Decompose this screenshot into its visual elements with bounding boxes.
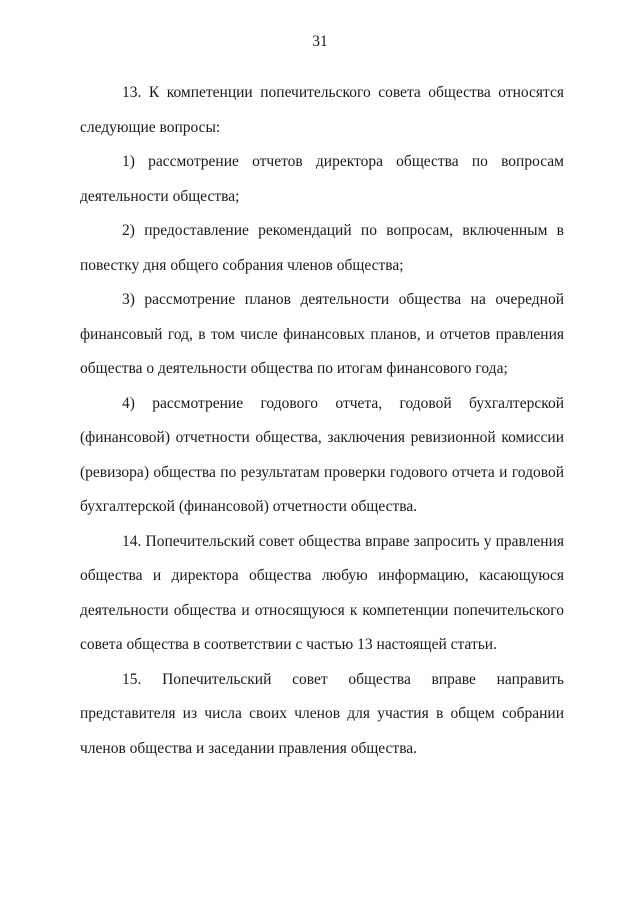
- paragraph-line: повестку дня общего собрания членов общества;: [80, 256, 404, 274]
- paragraph-line: представителя из числа своих членов для участия в общем собрании: [80, 705, 564, 722]
- paragraph-line: членов общества и заседании правления общества.: [80, 739, 418, 757]
- paragraph-line: общества и директора общества любую информацию, касающуюся: [80, 567, 564, 584]
- paragraph-line: 13. К компетенции попечительского совета общества относятся: [122, 84, 564, 101]
- paragraph-line: 4) рассмотрение годового отчета, годовой бухгалтерской: [122, 394, 564, 412]
- paragraph-line: 1) рассмотрение отчетов директора общества по вопросам: [122, 153, 564, 170]
- paragraph-line: 15. Попечительский совет общества вправе направить: [122, 670, 564, 688]
- paragraph-line: следующие вопросы:: [80, 118, 221, 136]
- paragraph-line: 3) рассмотрение планов деятельности общества на очередной: [122, 291, 564, 308]
- paragraph-line: финансовый год, в том числе финансовых планов, и отчетов правления: [80, 325, 564, 343]
- paragraph-line: деятельности общества;: [80, 187, 240, 205]
- document-body: [80, 76, 564, 766]
- paragraph-line: совета общества в соответствии с частью 13 настоящей статьи.: [80, 636, 497, 653]
- page-number: 31: [312, 33, 328, 50]
- paragraph-13: [80, 76, 564, 145]
- paragraph-14: [80, 525, 564, 663]
- paragraph-13-item-2: [80, 214, 564, 283]
- paragraph-15: [80, 663, 564, 767]
- paragraph-13-item-3: [80, 283, 564, 387]
- paragraph-line: деятельности общества и относящуюся к компетенции попечительского: [80, 601, 564, 619]
- paragraph-13-item-1: [80, 145, 564, 214]
- paragraph-line: (ревизора) общества по результатам проверки годового отчета и годовой: [80, 463, 564, 481]
- paragraph-line: (финансовой) отчетности общества, заключения ревизионной комиссии: [80, 429, 564, 446]
- paragraph-line: бухгалтерской (финансовой) отчетности общества.: [80, 498, 418, 515]
- paragraph-line: 14. Попечительский совет общества вправе запросить у правления: [122, 532, 564, 550]
- paragraph-line: 2) предоставление рекомендаций по вопросам, включенным в: [122, 222, 564, 239]
- paragraph-line: общества о деятельности общества по итогам финансового года;: [80, 360, 508, 377]
- paragraph-13-item-4: [80, 387, 564, 525]
